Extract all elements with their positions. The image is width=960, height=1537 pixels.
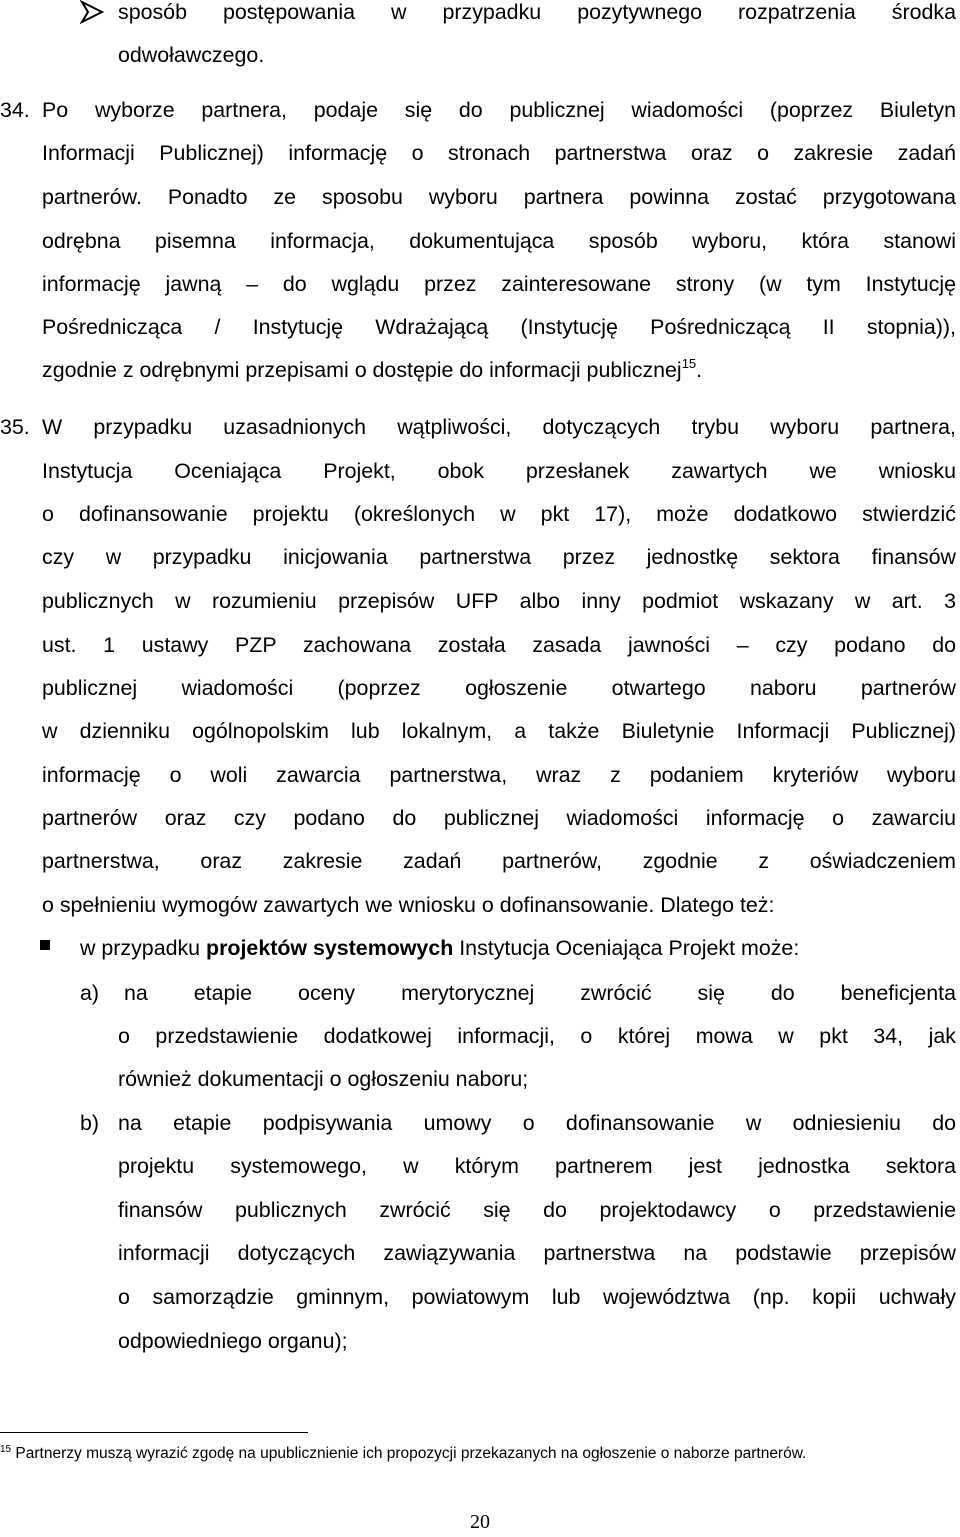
paragraph-line: W przypadku uzasadnionych wątpliwości, dotyczących trybu wyboru partnera,	[42, 415, 956, 439]
paragraph-number: 35.	[0, 415, 30, 439]
bullet-line: odwoławczego.	[118, 43, 265, 67]
paragraph-line: informację jawną – do wglądu przez zainteresowane strony (w tym Instytucję	[42, 272, 956, 296]
footnote-separator	[0, 1432, 308, 1433]
footnote-ref: 15	[681, 356, 697, 371]
paragraph-line: czy w przypadku inicjowania partnerstwa przez jednostkę sektora finansów	[42, 545, 956, 569]
item-label: b)	[80, 1111, 100, 1135]
paragraph-line: publicznych w rozumieniu przepisów UFP albo inny podmiot wskazany w art. 3	[42, 589, 956, 613]
paragraph-line: Pośrednicząca / Instytucję Wdrażającą (Instytucję Pośredniczącą II stopnia)),	[42, 315, 956, 339]
paragraph-line: Instytucja Oceniająca Projekt, obok przesłanek zawartych we wniosku	[42, 459, 956, 483]
footnote	[0, 1443, 806, 1465]
item-line: finansów publicznych zwrócić się do projektodawcy o przedstawienie	[118, 1198, 956, 1222]
item-line: na etapie oceny merytorycznej zwrócić się do beneficjenta	[124, 981, 956, 1005]
item-line: projektu systemowego, w którym partnerem jest jednostka sektora	[118, 1154, 956, 1178]
arrow-bullet-icon	[80, 0, 106, 24]
paragraph-line: informację o woli zawarcia partnerstwa, wraz z podaniem kryteriów wyboru	[42, 763, 956, 787]
bullet-bold-text: projektów systemowych	[206, 936, 454, 960]
bullet-line: sposób postępowania w przypadku pozytywnego rozpatrzenia środka	[118, 0, 956, 24]
paragraph-number: 34.	[0, 98, 30, 122]
paragraph-line: ust. 1 ustawy PZP zachowana została zasada jawności – czy podano do	[42, 633, 956, 657]
item-label: a)	[80, 981, 100, 1005]
paragraph-text: .	[696, 358, 703, 382]
bullet-text: w przypadku	[80, 936, 207, 960]
paragraph-line: w dzienniku ogólnopolskim lub lokalnym, a także Biuletynie Informacji Publicznej)	[42, 719, 956, 743]
paragraph-line: partnerstwa, oraz zakresie zadań partnerów, zgodnie z oświadczeniem	[42, 849, 956, 873]
item-line: informacji dotyczących zawiązywania partnerstwa na podstawie przepisów	[118, 1241, 956, 1265]
footnote-text: Partnerzy muszą wyrazić zgodę na upublicznienie ich propozycji przekazanych na ogłoszenie o naborze partnerów.	[11, 1445, 807, 1462]
paragraph-line: Po wyborze partnera, podaje się do publicznej wiadomości (poprzez Biuletyn	[42, 98, 956, 122]
paragraph-line: o dofinansowanie projektu (określonych w pkt 17), może dodatkowo stwierdzić	[42, 502, 956, 526]
footnote-number: 15	[0, 1444, 12, 1455]
paragraph-line: Informacji Publicznej) informację o stronach partnerstwa oraz o zakresie zadań	[42, 141, 956, 165]
paragraph-line: publicznej wiadomości (poprzez ogłoszenie otwartego naboru partnerów	[42, 676, 956, 700]
bullet-text: Instytucja Oceniająca Projekt może:	[453, 936, 800, 960]
paragraph-line: partnerów oraz czy podano do publicznej wiadomości informację o zawarciu	[42, 806, 956, 830]
paragraph-text: zgodnie z odrębnymi przepisami o dostępie do informacji publicznej	[42, 358, 682, 382]
square-bullet-icon	[40, 940, 50, 950]
paragraph-line: odrębna pisemna informacja, dokumentująca sposób wyboru, która stanowi	[42, 229, 956, 253]
paragraph-line	[42, 355, 702, 385]
item-line: również dokumentacji o ogłoszeniu naboru;	[118, 1067, 529, 1091]
item-line: o samorządzie gminnym, powiatowym lub województwa (np. kopii uchwały	[118, 1285, 956, 1309]
item-line: na etapie podpisywania umowy o dofinansowanie w odniesieniu do	[118, 1111, 956, 1135]
page-number: 20	[470, 1511, 490, 1533]
paragraph-line: o spełnieniu wymogów zawartych we wniosku o dofinansowanie. Dlatego też:	[42, 893, 775, 917]
item-line: odpowiedniego organu);	[118, 1329, 348, 1353]
item-line: o przedstawienie dodatkowej informacji, o której mowa w pkt 34, jak	[118, 1024, 956, 1048]
bullet-line	[80, 933, 799, 963]
paragraph-line: partnerów. Ponadto ze sposobu wyboru partnera powinna zostać przygotowana	[42, 185, 956, 209]
